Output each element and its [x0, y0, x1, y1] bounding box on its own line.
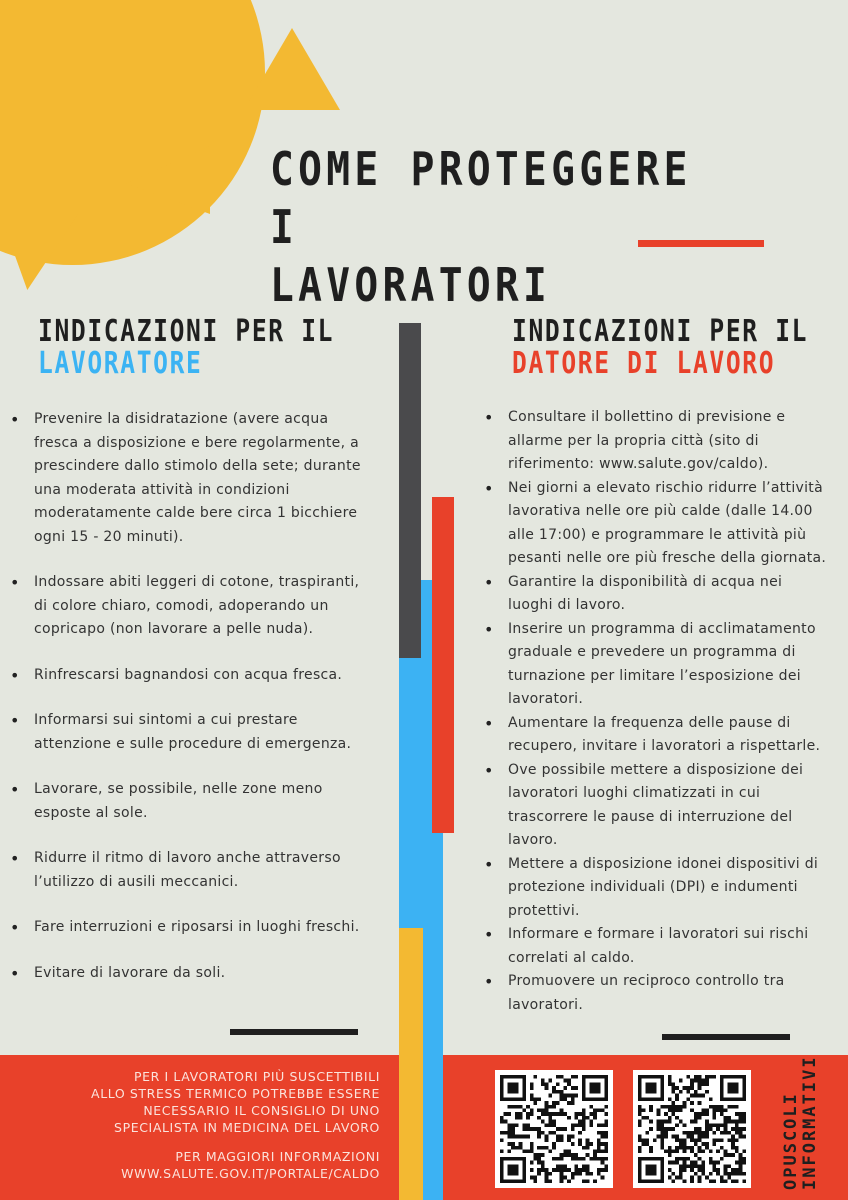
- qr-code-2[interactable]: [633, 1070, 751, 1188]
- yellow-vertical-bar: [399, 928, 423, 1200]
- list-item: • Informarsi sui sintomi a cui prestare attenzione e sulle procedure di emergenza.: [34, 709, 374, 756]
- side-label-line-2: INFORMATIVI: [800, 1055, 820, 1190]
- qr-code-1[interactable]: [495, 1070, 613, 1188]
- side-label: [782, 1055, 820, 1190]
- info-label: PER MAGGIORI INFORMAZIONI: [175, 1149, 380, 1164]
- dark-vertical-bar: [399, 323, 421, 658]
- page-title: [270, 140, 717, 314]
- list-item: • Lavorare, se possibile, nelle zone meno esposte al sole.: [34, 778, 374, 825]
- list-item: • Rinfrescarsi bagnandosi con acqua fresca.: [34, 664, 374, 688]
- worker-heading-line-1: INDICAZIONI PER IL: [38, 314, 335, 349]
- side-label-line-1: OPUSCOLI: [781, 1092, 801, 1190]
- worker-heading: [38, 316, 334, 380]
- list-item: • Garantire la disponibilità di acqua nei luoghi di lavoro.: [508, 571, 830, 618]
- right-divider: [662, 1034, 790, 1040]
- worker-guidelines-list: [34, 408, 374, 1007]
- list-item: • Informare e formare i lavoratori sui rischi correlati al caldo.: [508, 923, 830, 970]
- list-item: • Consultare il bollettino di previsione e allarme per la propria città (sito di riferimento: www.salute.gov/caldo).: [508, 406, 830, 477]
- title-underline: [638, 240, 764, 247]
- left-divider: [230, 1029, 358, 1035]
- list-item: • Prevenire la disidratazione (avere acqua fresca a disposizione e bere regolarmente, a prescindere dallo stimolo della sete; durante una moderata attività in condizioni moderatamente calde bere circa 1 bicchiere ogni 15 - 20 minuti).: [34, 408, 374, 549]
- list-item: • Aumentare la frequenza delle pause di recupero, invitare i lavoratori a rispettarle.: [508, 712, 830, 759]
- qr-code-icon: [638, 1075, 746, 1183]
- footer-note: [60, 1068, 380, 1182]
- list-item: • Indossare abiti leggeri di cotone, traspiranti, di colore chiaro, comodi, adoperando un copricapo (non lavorare a pelle nuda).: [34, 571, 374, 642]
- note-line: SPECIALISTA IN MEDICINA DEL LAVORO: [114, 1120, 380, 1135]
- list-item: • Ridurre il ritmo di lavoro anche attraverso l’utilizzo di ausili meccanici.: [34, 847, 374, 894]
- note-line: PER I LAVORATORI PIÙ SUSCETTIBILI: [134, 1069, 380, 1084]
- sun-ray-top: [244, 28, 340, 110]
- list-item: • Mettere a disposizione idonei dispositivi di protezione individuali (DPI) e indumenti protettivi.: [508, 853, 830, 924]
- title-line-1: COME PROTEGGERE I: [270, 142, 692, 254]
- title-line-2: LAVORATORI: [270, 258, 552, 312]
- list-item: • Promuovere un reciproco controllo tra lavoratori.: [508, 970, 830, 1017]
- employer-heading-line-2: DATORE DI LAVORO: [512, 346, 776, 381]
- employer-heading-line-1: INDICAZIONI PER IL: [512, 314, 809, 349]
- list-item: • Inserire un programma di acclimatamento graduale e prevedere un programma di turnazione per limitare l’esposizione dei lavoratori.: [508, 618, 830, 712]
- list-item: • Ove possibile mettere a disposizione dei lavoratori luoghi climatizzati in cui trascorrere le pause di interruzione del lavoro.: [508, 759, 830, 853]
- list-item: • Evitare di lavorare da soli.: [34, 962, 374, 986]
- worker-heading-line-2: LAVORATORE: [38, 346, 203, 381]
- info-url[interactable]: WWW.SALUTE.GOV.IT/PORTALE/CALDO: [121, 1166, 380, 1181]
- list-item: • Fare interruzioni e riposarsi in luoghi freschi.: [34, 916, 374, 940]
- note-line: ALLO STRESS TERMICO POTREBBE ESSERE: [91, 1086, 380, 1101]
- note-line: NECESSARIO IL CONSIGLIO DI UNO: [143, 1103, 380, 1118]
- red-vertical-bar: [432, 497, 454, 833]
- employer-guidelines-list: [508, 406, 830, 1017]
- list-item: • Nei giorni a elevato rischio ridurre l’attività lavorativa nelle ore più calde (dalle 14.00 alle 17:00) e programmare le attività più pesanti nelle ore più fresche della giornata.: [508, 477, 830, 571]
- employer-heading: [512, 316, 808, 380]
- qr-code-icon: [500, 1075, 608, 1183]
